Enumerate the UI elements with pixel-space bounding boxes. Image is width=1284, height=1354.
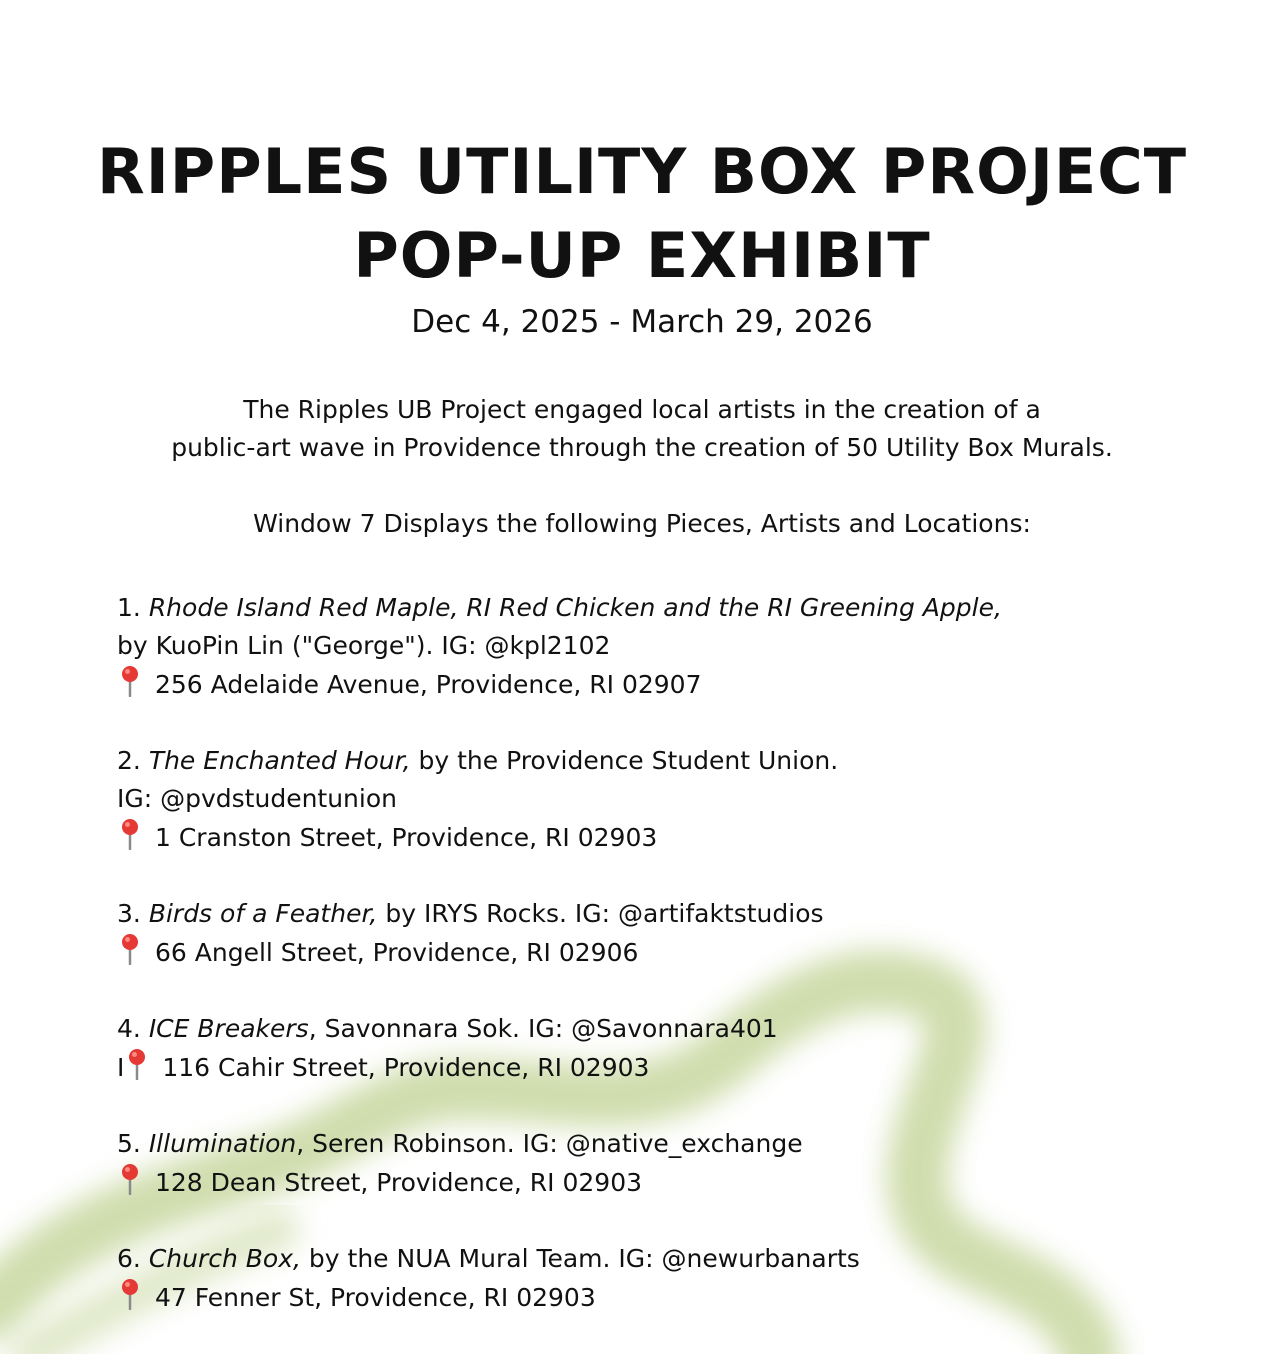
entry-address: 128 Dean Street, Providence, RI 02903 (155, 1168, 642, 1197)
entry-address: 1 Cranston Street, Providence, RI 02903 (155, 823, 658, 852)
intro-paragraph (0, 391, 1284, 467)
entry-address-line (117, 665, 1237, 704)
entry-number: 4. (117, 1014, 141, 1043)
entry-number: 6. (117, 1244, 141, 1273)
entry-list (117, 589, 1237, 1317)
entry-address-line (117, 933, 1237, 972)
intro-line-2: public-art wave in Providence through the creation of 50 Utility Box Murals. (171, 433, 1113, 462)
piece-title: Birds of a Feather, (148, 899, 378, 928)
piece-title: Rhode Island Red Maple, RI Red Chicken and the RI Greening Apple, (148, 593, 1002, 622)
entry-credit: , Seren Robinson. IG: @native_exchange (296, 1129, 803, 1158)
entry-credit: by the Providence Student Union. (418, 746, 839, 775)
entry-title-line (117, 742, 1237, 780)
list-item (117, 1125, 1237, 1202)
entry-address-line (117, 818, 1237, 857)
entry-credit: by the NUA Mural Team. IG: @newurbanarts (308, 1244, 860, 1273)
entry-title-line (117, 895, 1237, 933)
map-pin-icon (124, 1048, 150, 1080)
entry-address-line (117, 1048, 1237, 1087)
piece-title: Church Box, (148, 1244, 301, 1273)
piece-title: Illumination (148, 1129, 297, 1158)
entry-title-line (117, 1240, 1237, 1278)
piece-title: The Enchanted Hour, (148, 746, 411, 775)
exhibit-dates: Dec 4, 2025 - March 29, 2026 (411, 304, 873, 340)
map-pin-icon (117, 933, 143, 965)
list-item (117, 1240, 1237, 1317)
title-line-2: POP-UP EXHIBIT (353, 219, 931, 292)
entry-title-line (117, 1010, 1237, 1048)
entry-number: 3. (117, 899, 141, 928)
map-pin-icon (117, 1163, 143, 1195)
entry-credit: by KuoPin Lin ("George"). IG: @kpl2102 (117, 631, 611, 660)
title-line-1: RIPPLES UTILITY BOX PROJECT (96, 135, 1188, 208)
entry-title-line (117, 589, 1237, 627)
entry-instagram: IG: @pvdstudentunion (117, 784, 397, 813)
entry-number: 5. (117, 1129, 141, 1158)
entry-address: 116 Cahir Street, Providence, RI 02903 (162, 1053, 650, 1082)
intro-line-1: The Ripples UB Project engaged local artists in the creation of a (243, 395, 1041, 424)
address-prefix: I (117, 1053, 125, 1082)
window-heading: Window 7 Displays the following Pieces, Artists and Locations: (253, 509, 1031, 538)
page-title (0, 130, 1284, 298)
piece-title: ICE Breakers (148, 1014, 309, 1043)
entry-address: 256 Adelaide Avenue, Providence, RI 02907 (155, 670, 702, 699)
entry-credit: by IRYS Rocks. IG: @artifaktstudios (385, 899, 824, 928)
entry-address: 47 Fenner St, Providence, RI 02903 (155, 1283, 596, 1312)
entry-address-line (117, 1163, 1237, 1202)
list-item (117, 1010, 1237, 1087)
list-item (117, 895, 1237, 972)
list-item (117, 742, 1237, 857)
map-pin-icon (117, 665, 143, 697)
entry-number: 1. (117, 593, 141, 622)
entry-number: 2. (117, 746, 141, 775)
entry-credit: , Savonnara Sok. IG: @Savonnara401 (308, 1014, 778, 1043)
entry-address: 66 Angell Street, Providence, RI 02906 (155, 938, 639, 967)
list-item (117, 589, 1237, 704)
entry-title-line (117, 1125, 1237, 1163)
map-pin-icon (117, 818, 143, 850)
entry-address-line (117, 1278, 1237, 1317)
map-pin-icon (117, 1278, 143, 1310)
